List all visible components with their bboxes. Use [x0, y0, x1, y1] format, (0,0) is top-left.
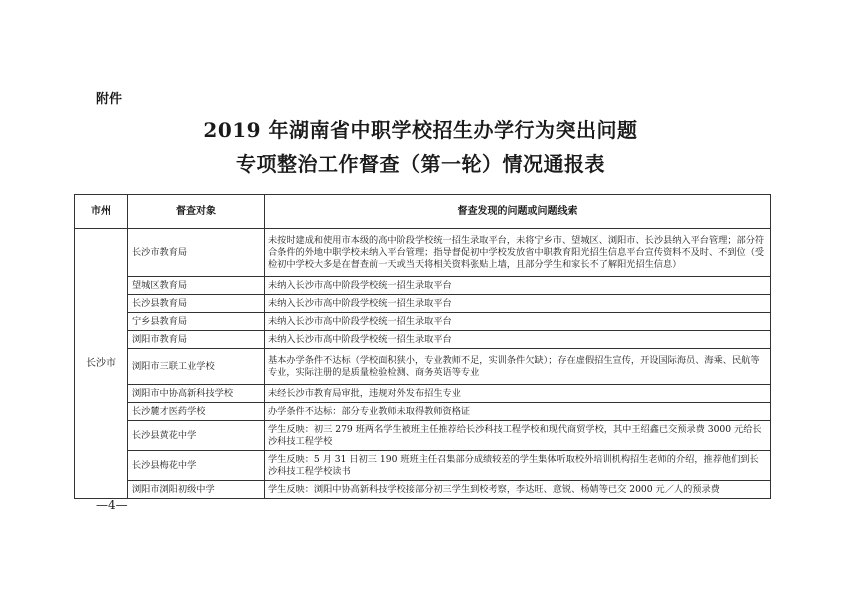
issue-cell: 未纳入长沙市高中阶段学校统一招生录取平台 [265, 295, 771, 313]
target-cell: 长沙县教育局 [128, 295, 265, 313]
target-cell: 宁乡县教育局 [128, 313, 265, 331]
column-header-city: 市州 [75, 195, 128, 229]
page-number: —4— [96, 498, 128, 512]
document-title-line-2: 专项整治工作督查（第一轮）情况通报表 [236, 152, 605, 176]
column-header-issue: 督查发现的问题或问题线索 [265, 195, 771, 229]
issue-cell: 未纳入长沙市高中阶段学校统一招生录取平台 [265, 313, 771, 331]
table-row [75, 277, 771, 295]
target-cell: 长沙市教育局 [128, 229, 265, 277]
inspection-report-table [74, 194, 771, 499]
table-row [75, 403, 771, 421]
column-header-target: 督查对象 [128, 195, 265, 229]
issue-cell: 学生反映：初三 279 班两名学生被班主任推荐给长沙科技工程学校和现代商贸学校，其中王绍鑫已交预录费 3000 元给长沙科技工程学校 [265, 421, 771, 451]
table-row [75, 451, 771, 481]
attachment-label: 附件 [96, 92, 123, 107]
issue-cell: 未按时建成和使用市本级的高中阶段学校统一招生录取平台，未将宁乡市、望城区、浏阳市、长沙县纳入平台管理；部分符合条件的外地中职学校未纳入平台管理；指导督促初中学校发放省中职教育阳光招生信息平台宣传资料不及时、不到位（受检初中学校大多是在督查前一天或当天将相关资料张贴上墙，且部分学生和家长不了解阳光招生信息） [265, 229, 771, 277]
issue-cell: 未纳入长沙市高中阶段学校统一招生录取平台 [265, 277, 771, 295]
table-row [75, 349, 771, 385]
target-cell: 浏阳市三联工业学校 [128, 349, 265, 385]
issue-cell: 学生反映：5 月 31 日初三 190 班班主任召集部分成绩较差的学生集体听取校外培训机构招生老师的介绍，推荐他们到长沙科技工程学校读书 [265, 451, 771, 481]
table-row [75, 331, 771, 349]
issue-cell: 学生反映：浏阳中协高新科技学校接部分初三学生到校考察，李达旺、意锐、杨婧等已交 2000 元／人的预录费 [265, 481, 771, 499]
issue-cell: 办学条件不达标：部分专业教师未取得教师资格证 [265, 403, 771, 421]
target-cell: 望城区教育局 [128, 277, 265, 295]
issue-cell: 基本办学条件不达标（学校面积狭小，专业教师不足，实训条件欠缺）；存在虚假招生宣传，开设国际海员、海乘、民航等专业，实际注册的是质量检验检测、商务英语等专业 [265, 349, 771, 385]
table-row [75, 313, 771, 331]
target-cell: 长沙麓才医药学校 [128, 403, 265, 421]
target-cell: 浏阳市中协高新科技学校 [128, 385, 265, 403]
table-row [75, 295, 771, 313]
table-row [75, 229, 771, 277]
target-cell: 长沙县梅花中学 [128, 451, 265, 481]
issue-cell: 未经长沙市教育局审批，违规对外发布招生专业 [265, 385, 771, 403]
target-cell: 浏阳市教育局 [128, 331, 265, 349]
table-row [75, 385, 771, 403]
table-row [75, 481, 771, 499]
table-row [75, 421, 771, 451]
document-title-line-1: 2019 年湖南省中职学校招生办学行为突出问题 [203, 118, 638, 142]
table-header-row [75, 195, 771, 229]
city-cell: 长沙市 [75, 229, 128, 499]
target-cell: 浏阳市浏阳初级中学 [128, 481, 265, 499]
target-cell: 长沙县黄花中学 [128, 421, 265, 451]
issue-cell: 未纳入长沙市高中阶段学校统一招生录取平台 [265, 331, 771, 349]
